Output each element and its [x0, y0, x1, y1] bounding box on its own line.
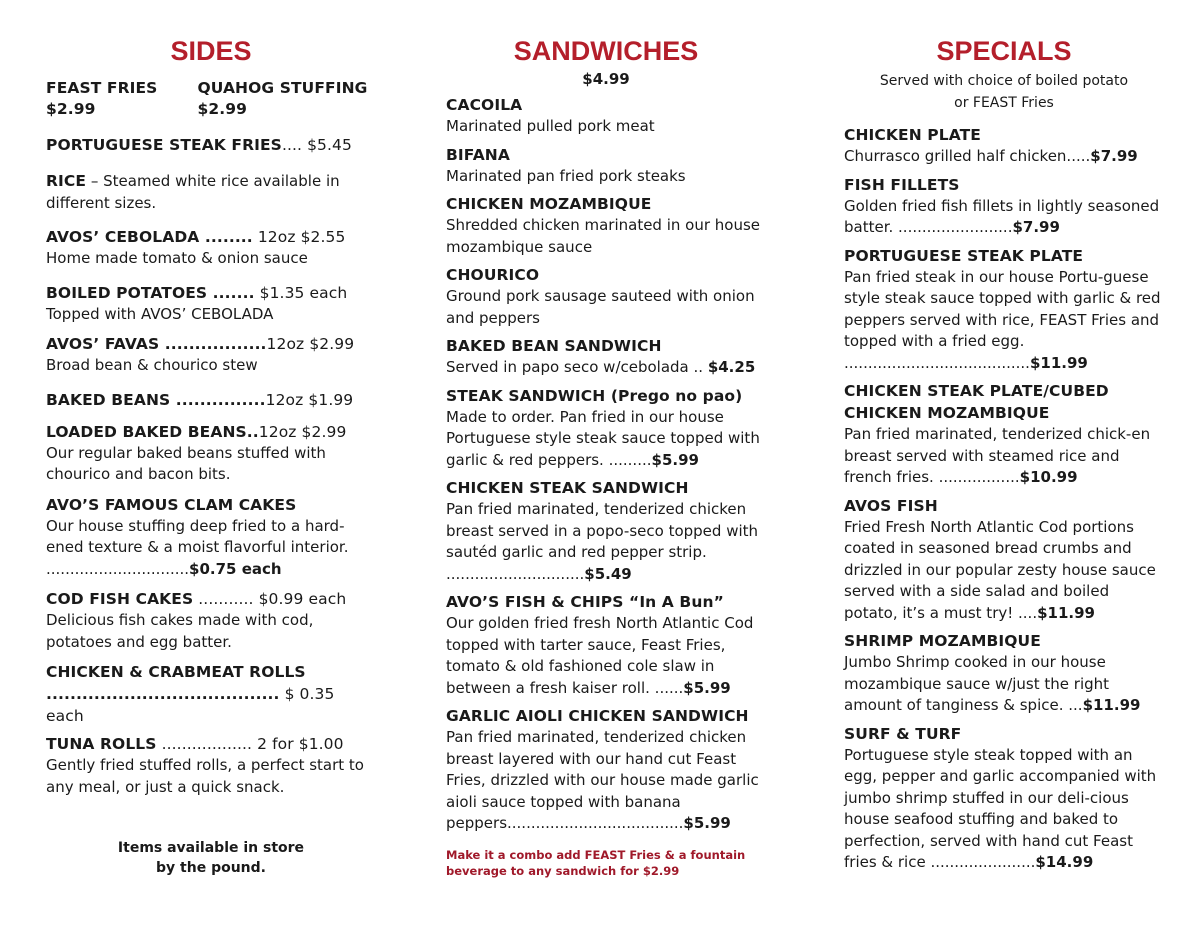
sandwiches-title: SANDWICHES: [513, 36, 699, 66]
menu-item-shrimp-mozambique: SHRIMP MOZAMBIQUE Jumbo Shrimp cooked in our house mozambique sauce w/just the right amount of tanginess & spice. ...$11.99: [844, 632, 1141, 714]
menu-item-tuna-rolls: TUNA ROLLS .................. 2 for $1.00 Gently fried stuffed rolls, a perfect start to any meal, or just a quick snack.: [46, 735, 364, 796]
menu-item-bifana: BIFANA Marinated pan fried pork steaks: [446, 145, 686, 185]
menu-item-clam-cakes: AVO’S FAMOUS CLAM CAKES Our house stuffing deep fried to a hard-ened texture & a moist flavorful interior. ..............................$0.75 each: [46, 495, 349, 578]
menu-item-chicken-steak-sandwich: CHICKEN STEAK SANDWICH Pan fried marinated, tenderized chicken breast served in a popo-seco topped with sautéd garlic and red pepper strip. .............................$5.49: [446, 479, 759, 583]
combo-note: Make it a combo add FEAST Fries & a fountain beverage to any sandwich for $2.99: [446, 847, 746, 878]
menu-item-boiled-potatoes: BOILED POTATOES ....... $1.35 each Topped with AVOS’ CEBOLADA: [46, 283, 348, 323]
menu-item-rice: RICE – Steamed white rice available in different sizes.: [46, 172, 340, 212]
menu-item-fish-fillets: FISH FILLETS Golden fried fish fillets in lightly seasoned batter. ........................$7.99: [844, 175, 1160, 236]
menu-item-fish-and-chips: AVO’S FISH & CHIPS “In A Bun” Our golden fried fresh North Atlantic Cod topped with tarter sauce, Feast Fries, tomato & old fashioned cole slaw in between a fresh kaiser roll. ......$5.99: [446, 593, 754, 697]
sides-title: SIDES: [170, 36, 252, 66]
menu-item-avos-fish: AVOS FISH Fried Fresh North Atlantic Cod portions coated in seasoned bread crumbs and drizzled in our popular zesty house sauce served with a side salad and boiled potato, it’s a must try! ....$11.99: [844, 496, 1156, 622]
sandwiches-column: [446, 32, 766, 879]
menu-item-chicken-steak-plate: CHICKEN STEAK PLATE/CUBED CHICKEN MOZAMBIQUE Pan fried marinated, tenderized chick-en breast served with steamed rice and french fries. .................$10.99: [844, 382, 1151, 486]
menu-item-crabmeat-rolls: CHICKEN & CRABMEAT ROLLS ....................................... $ 0.35 each: [46, 663, 335, 725]
menu-item-loaded-baked-beans: LOADED BAKED BEANS..12oz $2.99 Our regular baked beans stuffed with chourico and bacon bits.: [46, 422, 347, 483]
menu-item-cebolada: AVOS’ CEBOLADA ........ 12oz $2.55 Home made tomato & onion sauce: [46, 228, 346, 267]
menu-item-feast-fries: FEAST FRIES $2.99: [46, 79, 158, 118]
menu-item-surf-and-turf: SURF & TURF Portuguese style steak topped with an egg, pepper and garlic accompanied with jumbo shrimp stuffed in our deli-cious house seafood stuffing and baked to perfection, served with hand cut Feast fries & rice ......................$14.99: [844, 724, 1157, 871]
menu-item-garlic-aioli-chicken: GARLIC AIOLI CHICKEN SANDWICH Pan fried marinated, tenderized chicken breast layered with our hand cut Feast Fries, drizzled with our house made garlic aioli sauce topped with banana peppers.....................................$5.99: [446, 707, 759, 832]
menu-item-portuguese-steak-fries: PORTUGUESE STEAK FRIES.... $5.45: [46, 136, 352, 154]
specials-column: [844, 32, 1164, 880]
menu-item-chourico: CHOURICO Ground pork sausage sauteed with onion and peppers: [446, 266, 755, 327]
menu-item-chicken-plate: CHICKEN PLATE Churrasco grilled half chicken.....$7.99: [844, 126, 1138, 165]
by-the-pound-note: Items available in store by the pound.: [117, 840, 305, 876]
sides-column: [46, 32, 376, 878]
menu-item-quahog-stuffing: QUAHOG STUFFING $2.99: [197, 79, 368, 118]
menu-item-baked-bean-sandwich: BAKED BEAN SANDWICH Served in papo seco w/cebolada .. $4.25: [446, 337, 756, 376]
sides-fries-stuffing-row: [46, 78, 376, 120]
menu-item-steak-sandwich: STEAK SANDWICH (Prego no pao) Made to order. Pan fried in our house Portuguese style steak sauce topped with garlic & red peppers. .........$5.99: [446, 386, 760, 469]
menu-item-cacoila: CACOILA Marinated pulled pork meat: [446, 96, 655, 135]
menu-item-portuguese-steak-plate: PORTUGUESE STEAK PLATE Pan fried steak in our house Portu-guese style steak sauce topped with garlic & red peppers served with rice, FEAST Fries and topped with a fried egg. .......................................$11.99: [844, 246, 1161, 372]
menu-item-favas: AVOS’ FAVAS .................12oz $2.99 Broad bean & chourico stew: [46, 335, 355, 374]
sandwiches-price: $4.99: [582, 70, 630, 88]
menu-item-cod-fish-cakes: COD FISH CAKES ........... $0.99 each Delicious fish cakes made with cod, potatoes and egg batter.: [46, 590, 347, 651]
specials-subtitle: Served with choice of boiled potato or FEAST Fries: [879, 73, 1129, 111]
menu-item-baked-beans: BAKED BEANS ...............12oz $1.99: [46, 390, 354, 409]
menu-item-chicken-mozambique: CHICKEN MOZAMBIQUE Shredded chicken marinated in our house mozambique sauce: [446, 195, 761, 256]
specials-title: SPECIALS: [936, 36, 1072, 66]
